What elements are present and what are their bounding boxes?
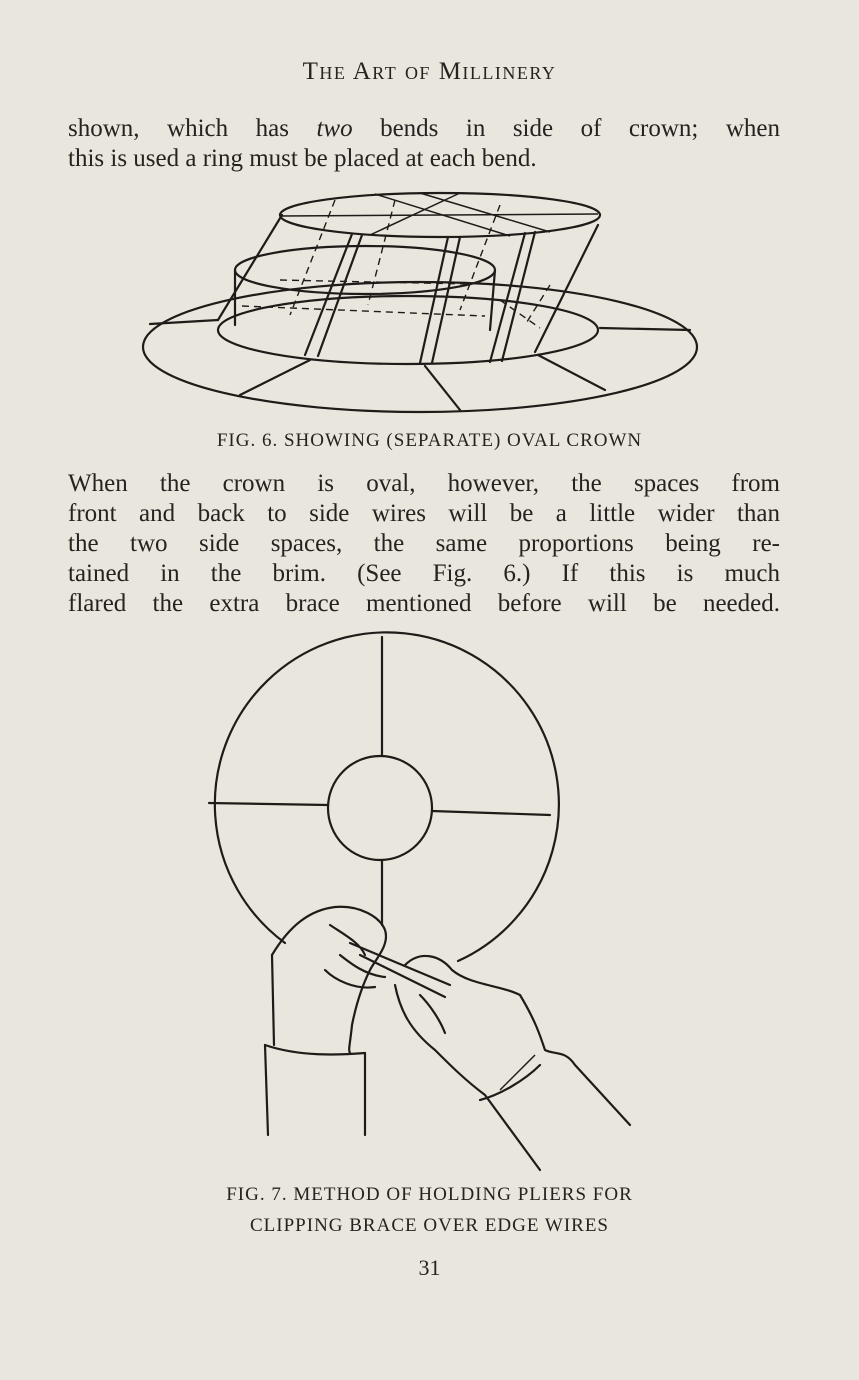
paragraph-1 <box>68 114 780 174</box>
paragraph-1-line-1: shown, which has two bends in side of crown; when <box>68 115 780 142</box>
paragraph-2-line-1: When the crown is oval, however, the spaces from <box>68 470 780 497</box>
paragraph-2 <box>68 469 780 619</box>
emphasis-two: two <box>316 115 353 142</box>
page-number: 31 <box>418 1255 441 1280</box>
figure-6-caption: FIG. 6. SHOWING (SEPARATE) OVAL CROWN <box>216 430 643 451</box>
figure-6-illustration <box>130 180 710 425</box>
paragraph-2-line-5: flared the extra brace mentioned before will be needed. <box>68 590 780 617</box>
paragraph-2-line-3: the two side spaces, the same proportions being re- <box>68 530 780 557</box>
paragraph-2-line-2: front and back to side wires will be a little wider than <box>68 500 780 527</box>
paragraph-1-line-2: this is used a ring must be placed at each bend. <box>68 145 537 172</box>
inner-ring <box>328 756 432 860</box>
figure-7-caption-line-1: FIG. 7. METHOD OF HOLDING PLIERS FOR <box>226 1184 633 1205</box>
running-head: The Art of Millinery <box>302 58 557 85</box>
figure-7-illustration <box>190 625 640 1185</box>
left-hand <box>272 907 386 1053</box>
outer-ring <box>215 632 559 961</box>
figure-7-caption-line-2: CLIPPING BRACE OVER EDGE WIRES <box>250 1215 609 1236</box>
paragraph-2-line-4: tained in the brim. (See Fig. 6.) If this is much <box>68 560 780 587</box>
brim-outer-edge <box>143 282 697 412</box>
